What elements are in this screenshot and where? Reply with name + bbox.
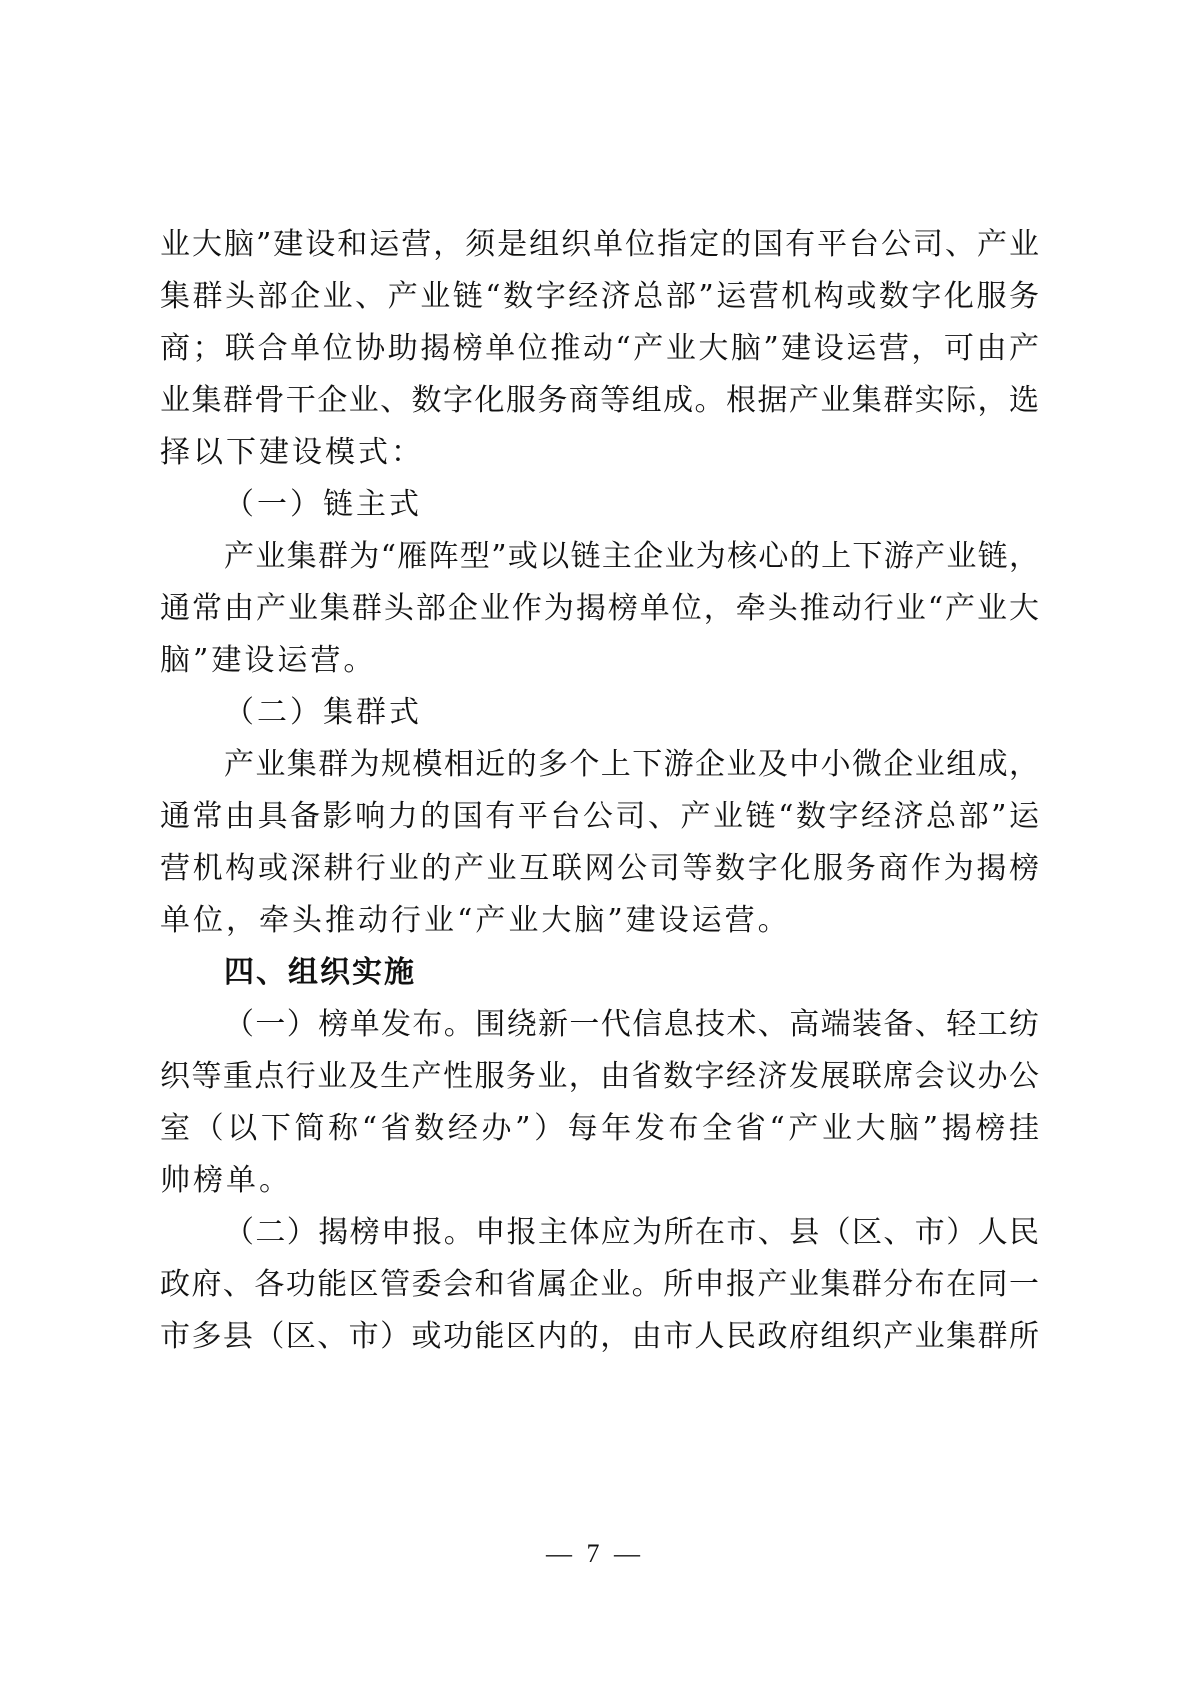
body-line: 业大脑”建设和运营，须是组织单位指定的国有平台公司、产业	[160, 227, 1040, 262]
body-line: 产业集群为“雁阵型”或以链主企业为核心的上下游产业链，	[224, 539, 1040, 574]
section-heading-implementation: 四、组织实施	[224, 955, 416, 990]
body-line: （一）榜单发布。围绕新一代信息技术、高端装备、轻工纺	[224, 1007, 1040, 1042]
body-line: （二）揭榜申报。申报主体应为所在市、县（区、市）人民	[224, 1215, 1040, 1250]
body-line: 帅榜单。	[160, 1163, 292, 1198]
body-line: 营机构或深耕行业的产业互联网公司等数字化服务商作为揭榜	[160, 851, 1040, 886]
body-line: 单位，牵头推动行业“产业大脑”建设运营。	[160, 903, 791, 938]
page-number: — 7 —	[546, 1539, 644, 1568]
body-line: 政府、各功能区管委会和省属企业。所申报产业集群分布在同一	[160, 1267, 1040, 1302]
body-line: 择以下建设模式：	[160, 435, 424, 470]
body-line: 商；联合单位协助揭榜单位推动“产业大脑”建设运营，可由产	[160, 331, 1040, 366]
section-subheading-cluster: （二）集群式	[224, 695, 422, 730]
section-subheading-chain-leader: （一）链主式	[224, 487, 422, 522]
body-line: 业集群骨干企业、数字化服务商等组成。根据产业集群实际，选	[160, 383, 1040, 418]
body-line: 集群头部企业、产业链“数字经济总部”运营机构或数字化服务	[160, 279, 1040, 314]
body-line: 产业集群为规模相近的多个上下游企业及中小微企业组成，	[224, 747, 1040, 782]
body-line: 室（以下简称“省数经办”）每年发布全省“产业大脑”揭榜挂	[160, 1111, 1040, 1146]
body-line: 市多县（区、市）或功能区内的，由市人民政府组织产业集群所	[160, 1319, 1040, 1354]
body-line: 通常由产业集群头部企业作为揭榜单位，牵头推动行业“产业大	[160, 591, 1040, 626]
body-line: 脑”建设运营。	[160, 643, 377, 678]
body-line: 通常由具备影响力的国有平台公司、产业链“数字经济总部”运	[160, 799, 1040, 834]
body-line: 织等重点行业及生产性服务业，由省数字经济发展联席会议办公	[160, 1059, 1040, 1094]
